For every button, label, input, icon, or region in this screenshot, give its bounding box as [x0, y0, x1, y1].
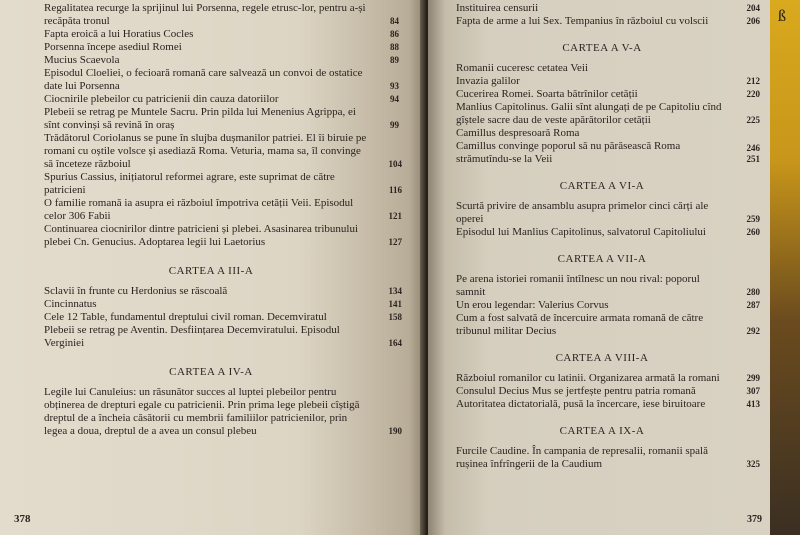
toc-entry-page: 206 — [746, 16, 760, 26]
book3-entries — [20, 285, 402, 350]
toc-entry-title: Legile lui Canuleius: un răsunător succes al luptei plebeilor pentru obținerea de drepturi egale cu patricienii. Prin prima lege plebeii cîștigă dreptul de a încheia căsătorii cu membrii familiilor patricienilor, prin legea a doua, dreptul de a avea un consul plebeu — [44, 386, 360, 437]
toc-entry: Fapta eroică a lui Horatius Cocles 86 — [44, 28, 399, 40]
toc-entry-title: Cucerirea Romei. Soarta bătrînilor cetății — [456, 88, 638, 100]
page-number-left: 378 — [14, 513, 31, 525]
toc-entry-page: 212 — [746, 76, 760, 86]
book5-extra-page: 246 — [746, 143, 760, 153]
toc-entry: Mucius Scaevola 89 — [44, 54, 399, 66]
book4-entries — [20, 386, 402, 438]
toc-entry — [444, 398, 760, 411]
toc-entry-page: 299 — [746, 373, 760, 383]
toc-entry-title: Ciocnirile plebeilor cu patricienii din cauza datoriilor — [44, 93, 279, 105]
toc-entry — [32, 285, 402, 298]
toc-entry-page: 287 — [746, 300, 760, 310]
toc-entry-page: 260 — [746, 227, 760, 237]
toc-entry-title: Camillus despresoară Roma — [456, 127, 580, 139]
toc-entry — [444, 385, 760, 398]
toc-entry — [444, 2, 760, 15]
toc-entry — [444, 62, 760, 75]
toc-entry — [32, 197, 402, 223]
toc-entry-page: 259 — [746, 214, 760, 224]
toc-entry-title: Cincinnatus — [44, 298, 97, 310]
toc-entry — [32, 386, 402, 438]
toc-entry-title: Scurtă privire de ansamblu asupra primelor cinci cărți ale operei — [456, 200, 709, 225]
toc-entry-title: Sclavii în frunte cu Herdonius se răscoală — [44, 285, 228, 297]
toc-entry-page: 225 — [746, 115, 760, 125]
toc-entry-page: 158 — [388, 312, 402, 322]
book7-entries — [444, 273, 760, 338]
toc-entry: Episodul Cloeliei, o fecioară romană care salvează un convoi de ostatice date lui Porsenna 93 — [44, 67, 399, 92]
toc-entry: Ciocnirile plebeilor cu patricienii din cauza datoriilor 94 — [44, 93, 399, 105]
toc-entry — [32, 132, 402, 171]
toc-entry-title: Cele 12 Table, fundamentul dreptului civil roman. Decemviratul — [44, 311, 327, 323]
toc-entry-title: Mucius Scaevola — [44, 54, 120, 66]
toc-entry-title: Fapta de arme a lui Sex. Tempanius în războiul cu volscii — [456, 15, 709, 27]
toc-entry-page: 141 — [388, 299, 402, 309]
toc-entry-page: 190 — [388, 426, 402, 436]
toc-entry-title: Episodul Cloeliei, o fecioară romană care salvează un convoi de ostatice date lui Porsenna — [44, 67, 363, 92]
toc-entry-title: Camillus convinge poporul să nu părăsească Roma strămutîndu-se la Veii — [456, 140, 681, 165]
toc-entry-title: Furcile Caudine. În campania de represalii, romanii spală rușinea înfrîngerii de la Caudium — [456, 445, 708, 470]
toc-entry-title: Cum a fost salvată de încercuire armata romană de către tribunul militar Decius — [456, 312, 704, 337]
book6-entries — [444, 200, 760, 239]
book8-entries — [444, 372, 760, 411]
toc-entry-page: 325 — [746, 459, 760, 469]
toc-entry-page: 116 — [388, 185, 402, 195]
toc-entry — [444, 101, 760, 127]
right-page — [428, 0, 770, 535]
toc-entry-page: 220 — [746, 89, 760, 99]
toc-entry-page: 280 — [746, 287, 760, 297]
toc-entry-title: Fapta eroică a lui Horatius Cocles — [44, 28, 194, 40]
toc-entry — [444, 312, 760, 338]
toc-entry-title: Plebeii se retrag pe Aventin. Desființarea Decemviratului. Episodul Verginiei — [44, 324, 340, 349]
toc-entry — [444, 127, 760, 140]
page-number-right: 379 — [747, 514, 762, 525]
toc-entry: Plebeii se retrag pe Muntele Sacru. Prin pilda lui Menenius Agrippa, ei sînt convinși să revină în oraș 99 — [44, 106, 399, 131]
toc-entry-title: Consulul Decius Mus se jertfește pentru patria romană — [456, 385, 696, 397]
toc-entry — [444, 88, 760, 101]
book5-entries — [444, 62, 760, 166]
toc-entry-title: Instituirea censurii — [456, 2, 539, 14]
toc-entry — [32, 324, 402, 350]
toc-entry-title: Porsenna începe asediul Romei — [44, 41, 182, 53]
left-top-entries — [20, 2, 402, 249]
book7-heading: CARTEA A VII-A — [557, 253, 647, 265]
toc-entry-page: 127 — [388, 237, 402, 247]
right-top-entries — [444, 2, 760, 28]
book4-heading: CARTEA A IV-A — [169, 366, 253, 378]
toc-entry-title: Romanii cuceresc cetatea Veii — [456, 62, 589, 74]
toc-entry: Porsenna începe asediul Romei 88 — [44, 41, 399, 53]
toc-entry — [444, 273, 760, 299]
next-page-edge — [770, 0, 800, 535]
toc-entry-title: Invazia galilor — [456, 75, 520, 87]
toc-entry — [32, 171, 402, 197]
toc-entry-title: Spurius Cassius, inițiatorul reformei agrare, este suprimat de către patricieni — [44, 171, 335, 196]
book5-heading: CARTEA A V-A — [562, 42, 642, 54]
toc-entry-title: O familie romană ia asupra ei războiul împotriva cetății Veii. Episodul celor 306 Fabii — [44, 197, 354, 222]
book8-heading: CARTEA A VIII-A — [555, 352, 649, 364]
toc-entry — [444, 15, 760, 28]
book9-entries — [444, 445, 760, 471]
toc-entry-title: Episodul lui Manlius Capitolinus, salvatorul Capitoliului — [456, 226, 706, 238]
toc-entry-page: 292 — [746, 326, 760, 336]
toc-entry-page: 121 — [388, 211, 402, 221]
book3-heading: CARTEA A III-A — [168, 265, 254, 277]
toc-entry-page: 134 — [388, 286, 402, 296]
toc-entry — [444, 372, 760, 385]
book9-heading: CARTEA A IX-A — [559, 425, 645, 437]
toc-entry — [32, 298, 402, 311]
toc-entry-page: 104 — [388, 159, 402, 169]
toc-entry — [444, 445, 760, 471]
toc-entry-title: Plebeii se retrag pe Muntele Sacru. Prin pilda lui Menenius Agrippa, ei sînt convinși să revină în oraș — [44, 106, 356, 131]
toc-entry-title: Continuarea ciocnirilor dintre patricieni și plebei. Asasinarea tribunului plebei Cn. Genucius. Adoptarea legii lui Laetorius — [44, 223, 359, 248]
toc-entry — [444, 299, 760, 312]
toc-entry — [32, 223, 402, 249]
toc-entry-title: Autoritatea dictatorială, pusă la încercare, iese biruitoare — [456, 398, 706, 410]
toc-entry — [444, 200, 760, 226]
book6-heading: CARTEA A VI-A — [559, 180, 645, 192]
toc-entry-page: 307 — [746, 386, 760, 396]
toc-entry — [32, 311, 402, 324]
toc-entry-page: 251 — [746, 154, 760, 164]
toc-entry — [444, 226, 760, 239]
toc-entry-page: 413 — [746, 399, 760, 409]
page-tab-mark: ß — [778, 8, 786, 25]
toc-entry-title: Manlius Capitolinus. Galii sînt alungați de pe Capitoliu cînd gîștele sacre dau de veste apărătorilor cetății — [456, 101, 722, 126]
toc-entry-page: 204 — [746, 3, 760, 13]
toc-entry — [444, 75, 760, 88]
toc-entry-title: Războiul romanilor cu latinii. Organizarea armată la romani — [456, 372, 720, 384]
toc-entry-title: Regalitatea recurge la sprijinul lui Porsenna, regele etrusc-lor, pentru a-și recăpăta tronul — [44, 2, 366, 27]
toc-entry — [444, 140, 760, 166]
toc-entry: Regalitatea recurge la sprijinul lui Porsenna, regele etrusc-lor, pentru a-și recăpăta tronul 84 — [44, 2, 399, 27]
toc-entry-title: Un erou legendar: Valerius Corvus — [456, 299, 609, 311]
toc-entry-page: 164 — [388, 338, 402, 348]
toc-entry-title: Trădătorul Coriolanus se pune în slujba dușmanilor patriei. El îi biruie pe romani cu oștile volsce și asediază Roma. Veturia, mama sa, îl convinge să înceteze războiul — [44, 132, 367, 170]
toc-entry-title: Pe arena istoriei romanii întîlnesc un nou rival: poporul samnit — [456, 273, 700, 298]
